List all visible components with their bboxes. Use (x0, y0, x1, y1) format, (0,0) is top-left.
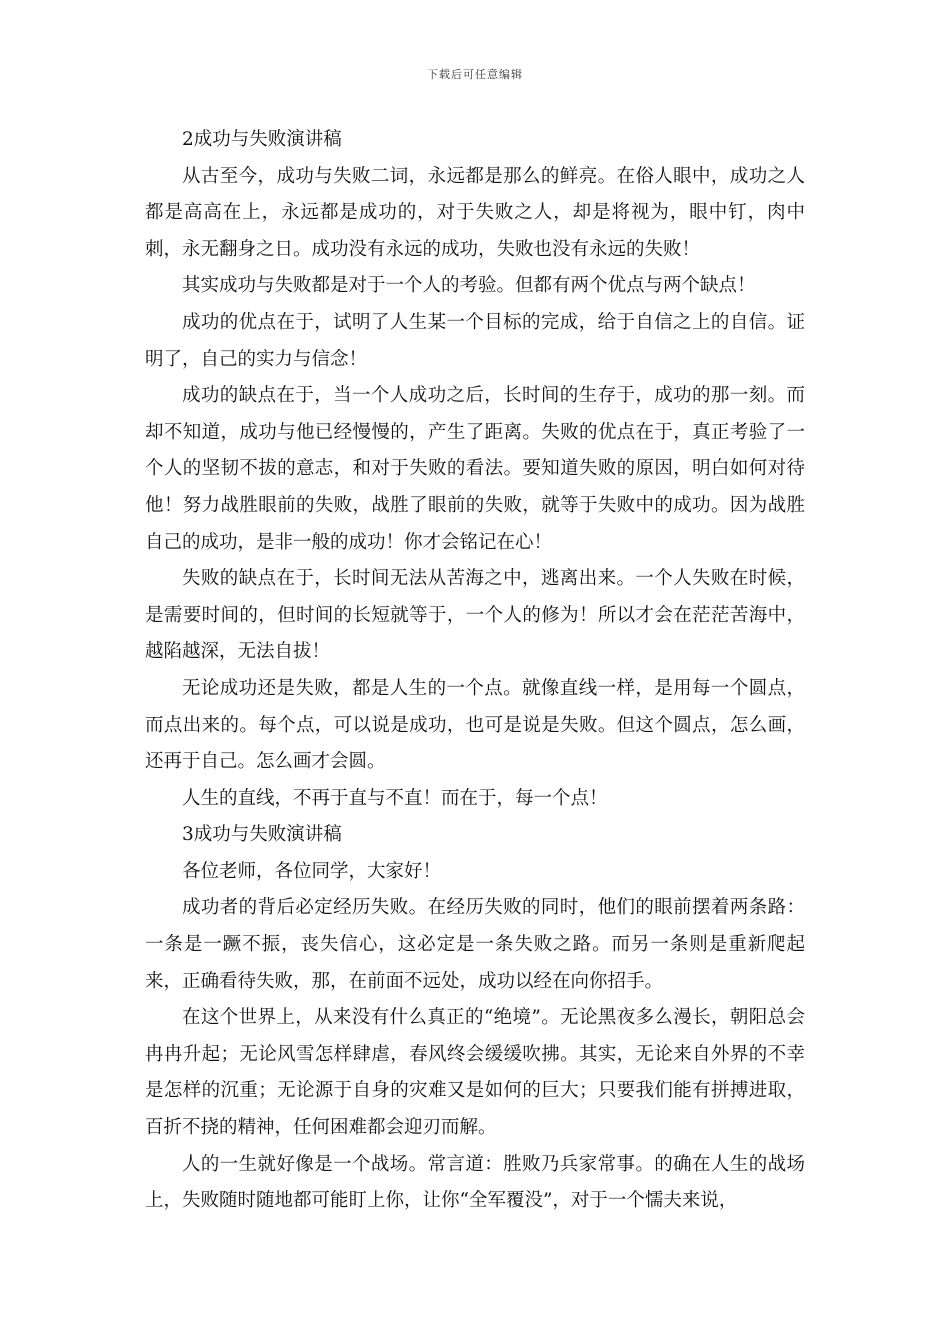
page-header: 下载后可任意编辑 (427, 68, 523, 81)
document-body (145, 122, 805, 1220)
paragraph: 各位老师，各位同学，大家好！ (182, 860, 442, 882)
paragraph: 成功的缺点在于，当一个人成功之后，长时间的生存于，成功的那一刻。而却不知道，成功与他已经慢慢的，产生了距离。失败的优点在于，真正考验了一个人的坚韧不拔的意志，和对于失败的看法。要知道失败的原因，明白如何对待他！努力战胜眼前的失败，战胜了眼前的失败，就等于失败中的成功。因为战胜自己的成功，是非一般的成功！你才会铭记在心！ (145, 385, 805, 553)
paragraph: 失败的缺点在于，长时间无法从苦海之中，逃离出来。一个人失败在时候，是需要时间的，但时间的长短就等于，一个人的修为！所以才会在茫茫苦海中，越陷越深，无法自拔！ (145, 568, 805, 663)
paragraph: 人的一生就好像是一个战场。常言道：胜败乃兵家常事。的确在人生的战场上，失败随时随地都可能盯上你，让你“全军覆没”，对于一个懦夫来说， (145, 1153, 805, 1212)
section-title: 3成功与失败演讲稿 (182, 824, 342, 846)
paragraph: 无论成功还是失败，都是人生的一个点。就像直线一样，是用每一个圆点，而点出来的。每个点，可以说是成功，也可是说是失败。但这个圆点，怎么画，还再于自己。怎么画才会圆。 (145, 677, 805, 773)
paragraph: 人生的直线，不再于直与不直！而在于，每一个点！ (182, 787, 608, 809)
paragraph: 其实成功与失败都是对于一个人的考验。但都有两个优点与两个缺点！ (182, 275, 756, 297)
paragraph: 从古至今，成功与失败二词，永远都是那么的鲜亮。在俗人眼中，成功之人都是高高在上，永远都是成功的，对于失败之人，却是将视为，眼中钉，肉中刺，永无翻身之日。成功没有永远的成功，失败也没有永远的失败！ (145, 165, 805, 260)
paragraph: 成功的优点在于，试明了人生某一个目标的完成，给于自信之上的自信。证明了，自己的实力与信念！ (145, 311, 805, 370)
paragraph: 在这个世界上，从来没有什么真正的“绝境”。无论黑夜多么漫长，朝阳总会冉冉升起；无论风雪怎样肆虐，春风终会缓缓吹拂。其实，无论来自外界的不幸是怎样的沉重；无论源于自身的灾难又是如何的巨大；只要我们能有拼搏进取，百折不挠的精神，任何困难都会迎刃而解。 (145, 1007, 805, 1139)
paragraph: 成功者的背后必定经历失败。在经历失败的同时，他们的眼前摆着两条路：一条是一蹶不振，丧失信心，这必定是一条失败之路。而另一条则是重新爬起来，正确看待失败，那，在前面不远处，成功以经在向你招手。 (145, 897, 805, 992)
section-title: 2成功与失败演讲稿 (182, 129, 342, 150)
